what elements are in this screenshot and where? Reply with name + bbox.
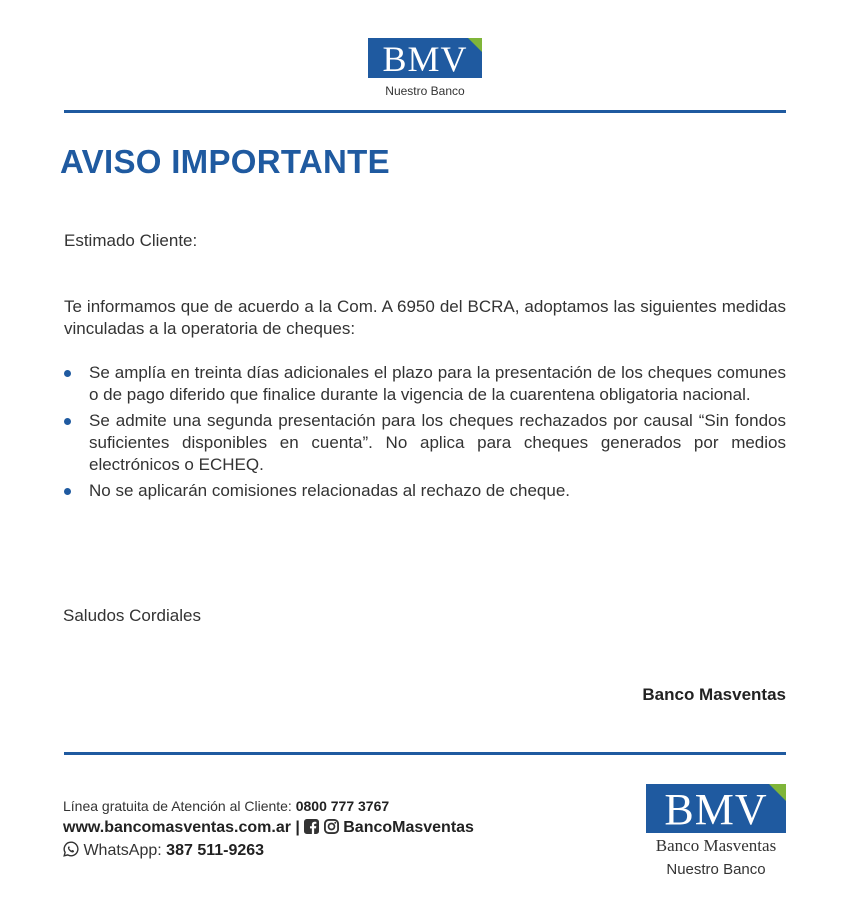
measures-list bbox=[64, 362, 786, 506]
instagram-icon[interactable] bbox=[324, 819, 339, 841]
header-logo-text: BMV bbox=[382, 39, 468, 78]
web-social-line bbox=[63, 817, 474, 841]
whatsapp-number[interactable]: 387 511-9263 bbox=[166, 842, 265, 859]
separator: | bbox=[295, 819, 300, 836]
whatsapp-line bbox=[63, 840, 264, 864]
header-logo-caption: Nuestro Banco bbox=[385, 84, 465, 98]
header-logo bbox=[368, 38, 482, 78]
social-handle[interactable]: BancoMasventas bbox=[343, 819, 474, 836]
header-divider bbox=[64, 110, 786, 113]
page-title: AVISO IMPORTANTE bbox=[60, 143, 390, 180]
hotline-number[interactable]: 0800 777 3767 bbox=[295, 798, 390, 814]
logo-corner-accent bbox=[769, 784, 786, 801]
footer-logo-caption: Nuestro Banco bbox=[666, 861, 766, 878]
footer-logo bbox=[646, 784, 786, 833]
list-item: Se amplía en treinta días adicionales el plazo para la presentación de los cheques comunes o de pago diferido que finalice durante la vigencia de la cuarentena obligatoria nacional. bbox=[64, 362, 786, 406]
whatsapp-label: WhatsApp: bbox=[83, 842, 162, 859]
footer-divider bbox=[64, 752, 786, 755]
signature: Banco Masventas bbox=[642, 685, 786, 704]
whatsapp-icon bbox=[63, 841, 79, 864]
list-item: Se admite una segunda presentación para los cheques rechazados por causal “Sin fondos suficientes disponibles en cuenta”. No aplica para cheques generados por medios electrónicos o ECHEQ. bbox=[64, 410, 786, 476]
closing: Saludos Cordiales bbox=[63, 606, 201, 625]
footer-logo-text: BMV bbox=[664, 785, 768, 833]
intro-paragraph: Te informamos que de acuerdo a la Com. A 6950 del BCRA, adoptamos las siguientes medidas vinculadas a la operatoria de cheques: bbox=[64, 297, 786, 338]
footer-logo-name: Banco Masventas bbox=[655, 836, 777, 855]
hotline-line bbox=[63, 795, 389, 817]
list-item: No se aplicarán comisiones relacionadas al rechazo de cheque. bbox=[64, 480, 786, 502]
website-link[interactable]: www.bancomasventas.com.ar bbox=[63, 819, 291, 836]
facebook-icon[interactable] bbox=[304, 819, 319, 841]
greeting: Estimado Cliente: bbox=[64, 231, 198, 250]
hotline-label: Línea gratuita de Atención al Cliente: bbox=[63, 798, 292, 814]
logo-corner-accent bbox=[468, 38, 482, 52]
